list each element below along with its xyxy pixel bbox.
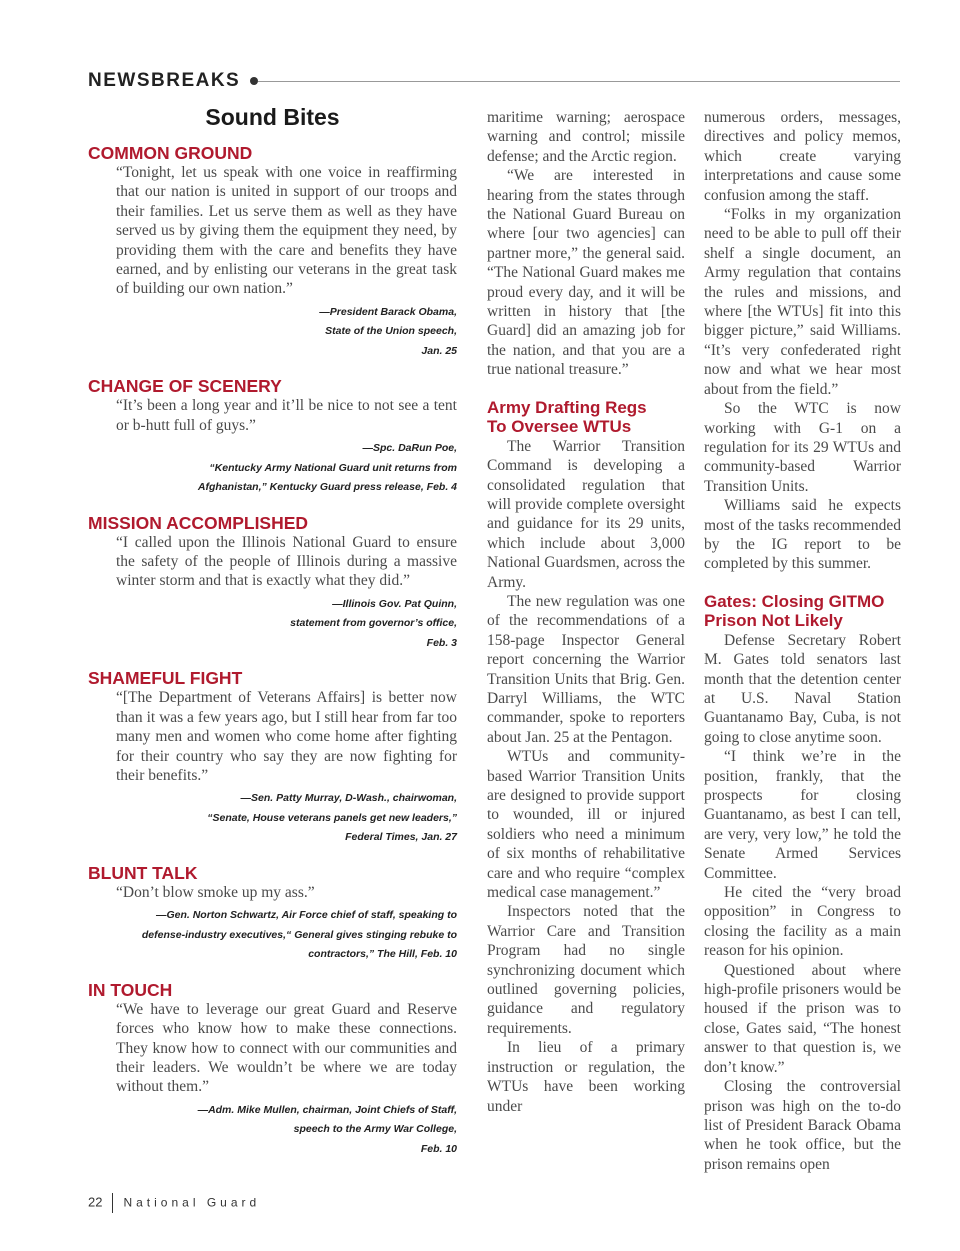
sound-bite (88, 513, 457, 654)
attribution-line: contractors,” The Hill, Feb. 10 (308, 948, 457, 961)
body-paragraph: Defense Secretary Robert M. Gates told senators last month that the detention center at U.S. Naval Station Guantanamo Bay, Cuba, is not going to close anytime soon. (704, 631, 901, 746)
attribution-line: speech to the Army War College, (293, 1123, 457, 1136)
sound-bite-quote: “Tonight, let us speak with one voice in reaffirming that our nation is united in support of our troops and their families. Let us serve them as well as they have served us by giving them the equipment they need, by providing them with the care and benefits they have earned, and by enlisting our veterans in the great task of building our own nation.” (116, 164, 457, 298)
body-paragraph: Closing the controversial prison was high on the to-do list of President Barack Obama when he took office, but the prison remains open (704, 1078, 901, 1173)
body-paragraph: Inspectors noted that the Warrior Care and Transition Program had no single synchronizing document which outlined governing policies, guidance and regulatory requirements. (487, 903, 685, 1037)
sound-bite-quote: “I called upon the Illinois National Guard to ensure the safety of the people of Illinois during a massive winter storm and that is exactly what they did.” (116, 533, 457, 590)
body-paragraph: So the WTC is now working with G-1 on a regulation for its 29 WTUs and community-based Warrior Transition Units. (704, 400, 901, 495)
body-paragraph: Williams said he expects most of the tasks recommended by the IG report to be completed by this summer. (704, 497, 901, 573)
article-heading-line: Army Drafting Regs (487, 397, 647, 417)
sound-bite (88, 863, 457, 965)
attribution-line: statement from governor’s office, (290, 617, 457, 630)
sound-bite-heading: IN TOUCH (88, 979, 173, 1000)
sound-bite-quote: “We have to leverage our great Guard and Reserve forces who know how to make these connections. They know how to connect with our communities and their leaders. We wouldn’t be where we are today without them.” (116, 1000, 457, 1096)
body-paragraph: numerous orders, messages, directives and policy memos, which create varying interpretations and cause some confusion among the staff. (704, 109, 901, 204)
attribution-line: Jan. 25 (421, 344, 457, 357)
body-paragraph: maritime warning; aerospace warning and control; missile defense; and the Arctic region. (487, 109, 685, 165)
body-paragraph: In lieu of a primary instruction or regulation, the WTUs have been working under (487, 1039, 685, 1115)
body-paragraph: “Folks in my organization need to be able to pull off their shelf a single document, an Army regulation that contains the rules and missions, and where [the WTUs] fit into this bigger picture,” said Williams. “It’s very confederated right now and what we hear most about from the field.” (704, 206, 901, 398)
article-heading (487, 398, 685, 437)
body-paragraph: The new regulation was one of the recommendations of a 158-page Inspector General report concerning the Warrior Transition Units that Brig. Gen. Darryl Williams, the WTC commander, spoke to reporters about Jan. 25 at the Pentagon. (487, 592, 685, 746)
bullet-icon (250, 77, 258, 85)
sound-bite-heading: COMMON GROUND (88, 143, 253, 163)
sound-bite-quote: “[The Department of Veterans Affairs] is better now than it was a few years ago, but I still hear from far too many men and women who come home after fighting for their country who say they are now fighting for their benefits.” (116, 689, 457, 784)
attribution-line: —Adm. Mike Mullen, chairman, Joint Chiefs of Staff, (197, 1103, 457, 1116)
article-heading-line: Gates: Closing GITMO (704, 591, 885, 611)
attribution-line: Afghanistan,” Kentucky Guard press release, Feb. 4 (197, 481, 457, 494)
sound-bites-column (88, 104, 457, 1159)
sound-bite-heading: MISSION ACCOMPLISHED (88, 512, 309, 533)
attribution-line: “Senate, House veterans panels get new leaders,” (207, 811, 457, 824)
sound-bites-title: Sound Bites (205, 104, 340, 130)
header-rule (258, 81, 900, 82)
sound-bite-quote: “Don’t blow smoke up my ass.” (116, 883, 315, 901)
sound-bite (88, 668, 457, 848)
section-title: NEWSBREAKS (88, 70, 241, 91)
article-column-3 (704, 108, 901, 1174)
attribution-line: —Illinois Gov. Pat Quinn, (332, 597, 457, 610)
attribution-line: Feb. 3 (426, 636, 457, 649)
article-heading (704, 592, 901, 631)
body-paragraph: Questioned about where high-profile prisoners would be housed if the prison was to close, Gates said, “The honest answer to that question is, we don’t know.” (704, 961, 901, 1076)
page-footer (88, 1193, 260, 1213)
attribution-line: —Gen. Norton Schwartz, Air Force chief of staff, speaking to (155, 909, 457, 922)
article-column-2 (487, 108, 685, 1116)
attribution-line: Federal Times, Jan. 27 (345, 831, 457, 844)
sound-bite (88, 980, 457, 1160)
attribution-line: —President Barack Obama, (319, 305, 457, 318)
sound-bite-quote: “It’s been a long year and it’ll be nice to not see a tent or b-hutt full of guys.” (116, 397, 457, 434)
article-heading-line: Prison Not Likely (704, 611, 843, 631)
footer-divider (112, 1193, 113, 1213)
body-paragraph: He cited the “very broad opposition” in Congress to closing the facility as a main reason for his opinion. (704, 884, 901, 960)
article-heading-line: To Oversee WTUs (487, 417, 632, 437)
sound-bite-heading: CHANGE OF SCENERY (88, 376, 282, 397)
body-paragraph: WTUs and community-based Warrior Transition Units are designed to provide support to wounded, ill or injured soldiers who need a minimum of six months of rehabilitative care and who require “complex medical case management.” (487, 748, 685, 902)
sound-bite-heading: BLUNT TALK (88, 862, 198, 883)
attribution-line: defense-industry executives,“ General gives stinging rebuke to (141, 928, 457, 941)
attribution-line: —Sen. Patty Murray, D-Wash., chairwoman, (240, 792, 457, 805)
body-paragraph: “I think we’re in the position, frankly, that the prospects for closing Guantanamo, as best I can tell, are very, very low,” he told the Senate Armed Services Committee. (704, 748, 901, 882)
sound-bite-heading: SHAMEFUL FIGHT (88, 668, 243, 689)
attribution-line: “Kentucky Army National Guard unit returns from (209, 461, 457, 474)
body-paragraph: “We are interested in hearing from the states through the National Guard Bureau on where [our two agencies] can partner more,” the general said. “The National Guard makes me proud every day, and it will be written in history that [the Guard] did an amazing job for the nation, and that you are a true national treasure.” (487, 167, 685, 379)
sound-bite (88, 376, 457, 497)
attribution-line: Feb. 10 (420, 1142, 457, 1155)
publication-name: National Guard (123, 1195, 261, 1210)
page-number: 22 (88, 1194, 103, 1210)
attribution-line: State of the Union speech, (325, 325, 457, 338)
sound-bite (88, 143, 457, 361)
body-paragraph: The Warrior Transition Command is developing a consolidated regulation that will provide complete oversight and guidance for its 29 units, which include about 3,000 National Guardsmen, across the Army. (487, 437, 685, 591)
attribution-line: —Spc. DaRun Poe, (362, 442, 457, 455)
section-header (88, 68, 900, 94)
